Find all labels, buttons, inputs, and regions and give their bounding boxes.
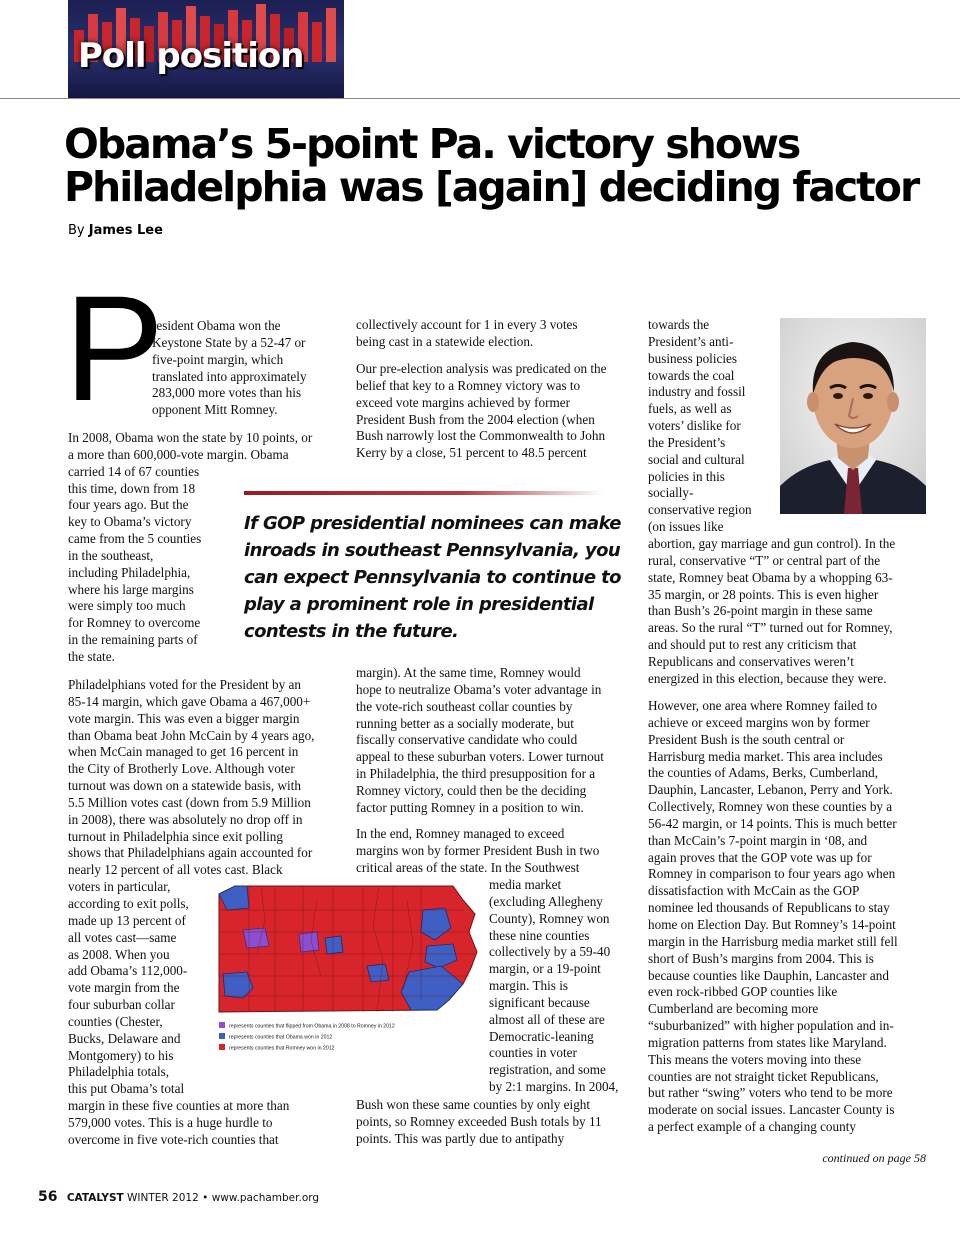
text-line: running better as a socially moderate, but (356, 715, 574, 731)
text-line: shows that Philadelphians again accounted for (68, 845, 313, 861)
text-line: margins won by former President Bush in two (356, 842, 600, 858)
section-title: Poll position (78, 36, 304, 76)
text-line: in 2008), there was absolutely no drop off in (68, 811, 303, 827)
text-line: the state. (68, 648, 115, 664)
text-line: and should put to rest any criticism that (648, 637, 857, 653)
text-line: turnout was down on a statewide basis, with (68, 778, 301, 794)
magazine-name: CATALYST (66, 1192, 124, 1204)
text-line: when McCain managed to get 16 percent in (68, 744, 299, 760)
text-line: counties in voter (489, 1045, 577, 1061)
text-line: home on Election Day. But Romney’s 14-point (648, 916, 896, 932)
text-line: points. This was partly due to antipathy (356, 1130, 565, 1146)
text-line: counties are not straight ticket Republicans, (648, 1068, 879, 1084)
text-line: according to exit polls, (68, 895, 189, 911)
text-line: short of Bush’s margins from 2004. This is (648, 950, 874, 966)
text-line: contests in the future. (244, 621, 459, 642)
text-line: abortion, gay marriage and gun control). In the (648, 536, 896, 551)
paragraph-harrisburg (648, 698, 898, 1136)
text-line: these nine counties (489, 927, 590, 943)
paragraph-pre-election (356, 361, 606, 462)
headline-line-2: Philadelphia was [again] deciding factor (64, 163, 919, 211)
text-line: Our pre-election analysis was predicated on the (356, 361, 607, 376)
text-line: (on issues like (648, 519, 724, 535)
text-line: “suburbanized” with higher population and in- (648, 1018, 894, 1034)
text-line: points, so Romney exceeded Bush totals by 11 (356, 1113, 602, 1129)
page-footer (38, 1189, 319, 1205)
headline-line-1: Obama’s 5-point Pa. victory shows (64, 120, 800, 168)
pennsylvania-county-map (213, 880, 481, 1076)
text-line: Philadelphia totals, (68, 1064, 170, 1080)
text-line: where his large margins (68, 581, 194, 597)
text-line: because counties like Dauphin, Lancaster and (648, 967, 889, 983)
text-line: In the end, Romney managed to exceed (356, 826, 565, 841)
text-line: rural, conservative “T” or central part of the (648, 552, 881, 568)
text-line: Cumberland are becoming more (648, 1001, 819, 1017)
text-line: Bucks, Delaware and (68, 1030, 181, 1046)
pullquote (244, 510, 621, 645)
text-line: counties (Chester, (68, 1013, 163, 1029)
text-line: (excluding Allegheny (489, 893, 603, 909)
text-line: margin. This is (489, 978, 569, 994)
text-line: in Philadelphia, the third presupposition for a (356, 766, 596, 782)
legend-obama: represents counties that Obama won in 2012 (229, 1034, 333, 1041)
text-line: Harrisburg media market. This area includes (648, 748, 883, 764)
text-line: hope to neutralize Obama’s voter advantage in (356, 681, 602, 697)
website-url: www.pachamber.org (211, 1192, 320, 1204)
footer-bullet: • (202, 1192, 209, 1204)
text-line: the counties of Adams, Berks, Cumberland, (648, 765, 879, 781)
text-line: almost all of these are (489, 1011, 605, 1027)
text-line: Kerry by a close, 51 percent to 48.5 percent (356, 445, 587, 461)
header-divider (0, 98, 960, 99)
text-line: 283,000 more votes than his (152, 385, 302, 401)
text-line: voters in particular, (68, 879, 171, 895)
paragraph-rural-t (648, 536, 895, 688)
text-line: towards the (648, 317, 710, 332)
text-line: came from the 5 counties (68, 531, 202, 547)
text-line: fiscally conservative candidate who could (356, 732, 578, 748)
text-line: moderate on social issues. Lancaster County is (648, 1102, 895, 1118)
text-line: vote margin from the (68, 980, 180, 996)
text-line: five-point margin, which (152, 351, 284, 367)
text-line: opponent Mitt Romney. (152, 402, 278, 418)
text-line: factor putting Romney in a position to win. (356, 799, 584, 815)
text-line: Montgomery) to his (68, 1047, 174, 1063)
text-line: towards the coal (648, 367, 735, 383)
legend-flipped: represents counties that flipped from Obama in 2008 to Romney in 2012 (229, 1023, 395, 1030)
paragraph-collar-counties (356, 317, 578, 351)
text-line: the President’s (648, 434, 726, 450)
text-line: 85-14 margin, which gave Obama a 467,000+ (68, 693, 311, 709)
text-line: a more than 600,000-vote margin. Obama (68, 446, 289, 462)
text-line: margin in these five counties at more than (68, 1098, 290, 1114)
text-line: margin, or a 19-point (489, 961, 601, 977)
text-line: energized in this election, because they were. (648, 670, 887, 686)
text-line: migration patterns from states like Maryland. (648, 1034, 887, 1050)
text-line: collectively by a 59-40 (489, 944, 611, 960)
text-line: media market (489, 877, 562, 892)
text-line: registration, and some (489, 1062, 606, 1078)
text-line: Philadelphians voted for the President by an (68, 677, 301, 692)
text-line: in the southeast, (68, 547, 154, 563)
text-line: collectively account for 1 in every 3 votes (356, 317, 578, 332)
text-line: achieve or exceed margins won by former (648, 714, 870, 730)
text-line: socially- (648, 485, 694, 501)
text-line: can expect Pennsylvania to continue to (244, 567, 621, 588)
text-line: voters’ dislike for (648, 418, 741, 434)
text-line: Democratic-leaning (489, 1028, 594, 1044)
author-photo (780, 318, 926, 514)
text-line: in the remaining parts of (68, 632, 198, 648)
text-line: Romney victory, could then be the deciding (356, 782, 587, 798)
text-line: In 2008, Obama won the state by 10 points, or (68, 430, 313, 445)
text-line: belief that key to a Romney victory was to (356, 377, 581, 393)
text-line: the City of Brotherly Love. Although voter (68, 761, 295, 777)
continued-note: continued on page 58 (822, 1151, 926, 1165)
text-line: President Bush is the south central or (648, 731, 845, 747)
text-line: If GOP presidential nominees can make (244, 513, 621, 534)
text-line: Keystone State by a 52-47 or (152, 334, 306, 350)
text-line: being cast in a statewide election. (356, 333, 534, 349)
text-line: Collectively, Romney won these counties by a (648, 799, 893, 815)
text-line: all votes cast—same (68, 929, 177, 945)
text-line: nominee led thousands of Republicans to stay (648, 900, 890, 916)
paragraph-in-the-end (356, 826, 599, 877)
text-line: even rock-ribbed GOP counties like (648, 984, 838, 1000)
issue-date: WINTER 2012 (127, 1192, 199, 1204)
text-line: President’s anti- (648, 333, 734, 349)
text-line: appeal to these suburban voters. Lower turnout (356, 749, 604, 765)
text-line: than Bush’s 26-point margin in these same (648, 603, 873, 619)
text-line: margin). At the same time, Romney would (356, 665, 581, 680)
text-line: nearly 12 percent of all votes cast. Black (68, 862, 283, 878)
text-line: 5.5 Million votes cast (down from 5.9 Million (68, 794, 311, 810)
text-line: Dauphin, Lancaster, Lebanon, Perry and York. (648, 782, 893, 798)
text-line: including Philadelphia, (68, 564, 191, 580)
text-line: dissatisfaction with McCain as the GOP (648, 883, 860, 899)
text-line: Bush won these same counties by only eight (356, 1097, 591, 1112)
map-legend (219, 1022, 395, 1052)
text-line: margin in the Harrisburg media market still fell (648, 933, 898, 949)
text-line: were simply too much (68, 598, 186, 614)
text-line: by 2:1 margins. In 2004, (489, 1079, 619, 1095)
paragraph-antipathy (648, 317, 752, 536)
text-line: This means the voters moving into these (648, 1051, 862, 1067)
text-line: four suburban collar (68, 997, 175, 1013)
text-line: Republicans and conservatives weren’t (648, 653, 854, 669)
text-line: 35 margin, or 28 points. This is even higher (648, 586, 879, 602)
text-line: 579,000 votes. This is a huge hurdle to (68, 1114, 273, 1130)
text-line: translated into approximately (152, 368, 307, 384)
text-line: Bush narrowly lost the Commonwealth to John (356, 428, 606, 444)
text-line: Romney in comparison to four years ago when (648, 866, 896, 882)
text-line: than Obama beat John McCain by 4 years ago, (68, 727, 315, 743)
byline (68, 223, 163, 238)
text-line: President Bush from the 2004 election (when (356, 411, 595, 427)
paragraph-bush-counties (356, 1097, 602, 1148)
text-line: four years ago. But the (68, 497, 189, 513)
text-line: business policies (648, 350, 738, 366)
text-line: carried 14 of 67 counties (68, 463, 200, 479)
page-number: 56 (38, 1189, 58, 1205)
text-line: fuels, as well as (648, 401, 732, 417)
text-line: made up 13 percent of (68, 912, 186, 928)
text-line: industry and fossil (648, 384, 746, 400)
paragraph-southwest (489, 877, 618, 1096)
text-line: turnout in Philadelphia since exit polling (68, 828, 283, 844)
pullquote-rule (244, 491, 604, 495)
text-line: for Romney to overcome (68, 615, 201, 631)
text-line: overcome in five vote-rich counties that (68, 1131, 279, 1147)
text-line: 56-42 margin, or 14 points. This is much better (648, 815, 897, 831)
text-line: conservative region (648, 502, 752, 518)
text-line: critical areas of the state. In the Southwest (356, 859, 580, 875)
text-line: but rather “swing” voters who tend to be more (648, 1085, 893, 1101)
text-line: key to Obama’s victory (68, 514, 192, 530)
text-line: than McCain’s 7-point margin in ‘08, and (648, 832, 868, 848)
text-line: this time, down from 18 (68, 480, 196, 496)
article-headline (64, 120, 934, 211)
text-line: policies in this (648, 468, 725, 484)
text-line: add Obama’s 112,000- (68, 963, 188, 979)
text-line: state, Romney beat Obama by a whopping 63- (648, 569, 893, 585)
drop-cap: P (64, 264, 165, 432)
text-line: a perfect example of a changing county (648, 1119, 856, 1135)
text-line: the vote-rich southeast collar counties by (356, 698, 573, 714)
text-line: this put Obama’s total (68, 1081, 185, 1097)
paragraph-lead (152, 318, 307, 419)
text-line: However, one area where Romney failed to (648, 698, 878, 713)
text-line: areas. So the rural “T” turned out for Romney, (648, 620, 893, 636)
text-line: resident Obama won the (152, 318, 281, 333)
paragraph-neutralize (356, 665, 604, 817)
text-line: as 2008. When you (68, 946, 170, 962)
text-line: exceed vote margins achieved by former (356, 394, 570, 410)
text-line: vote margin. This was even a bigger margin (68, 710, 300, 726)
text-line: play a prominent role in presidential (244, 594, 594, 615)
byline-prefix: By (68, 223, 85, 238)
text-line: inroads in southeast Pennsylvania, you (244, 540, 621, 561)
author-name: James Lee (88, 223, 163, 238)
text-line: again proves that the GOP vote was up for (648, 849, 872, 865)
legend-romney: represents counties that Romney won in 2012 (229, 1045, 335, 1052)
section-banner (68, 0, 344, 98)
text-line: significant because (489, 994, 590, 1010)
text-line: County), Romney won (489, 910, 610, 926)
text-line: social and cultural (648, 451, 745, 467)
